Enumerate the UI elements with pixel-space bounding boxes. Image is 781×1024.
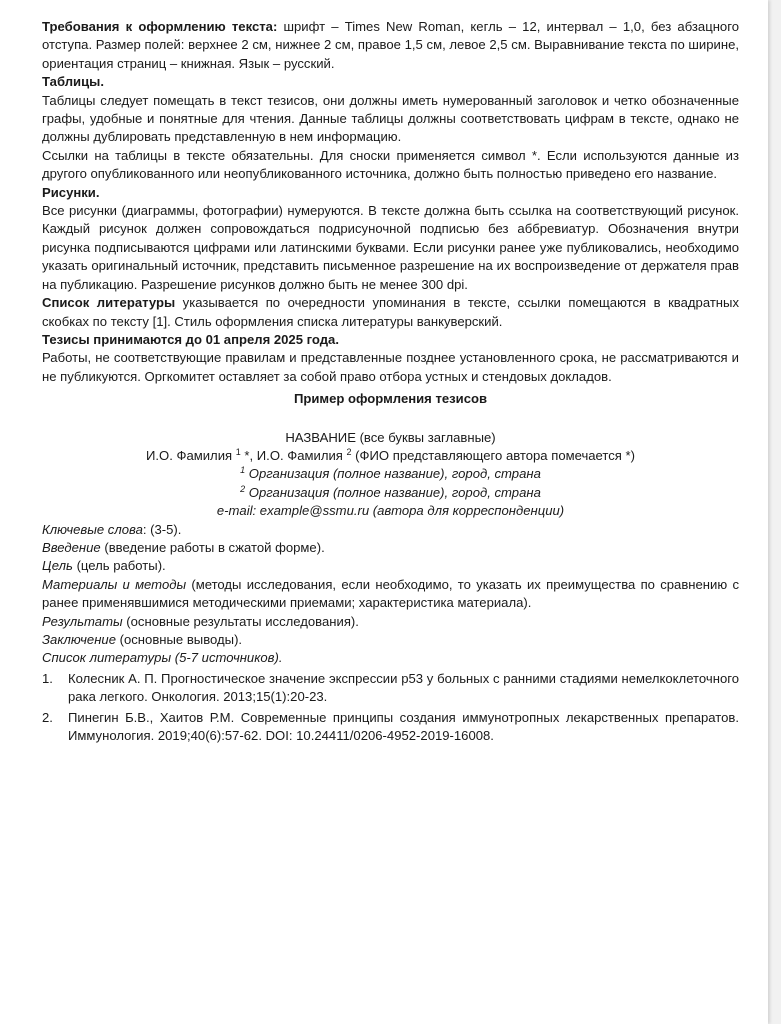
author-separator: *, И.О. Фамилия: [240, 447, 347, 463]
example-title: Пример оформления тезисов: [293, 391, 488, 407]
formatting-requirements-text: шрифт – Times New Roman, кегль – 12, интервал – 1,0, без абзацного отступа. Размер полей: верхнее 2 см, нижнее 2 см, правое 1,5 см, левое 2,5 см. Выравнивание текста по ширине, ориентация страниц – книжная. Язык – русский.: [42, 19, 739, 71]
methods-label: Материалы и методы: [42, 576, 187, 592]
tables-paragraph-2: Ссылки на таблицы в тексте обязательны. Для сноски применяется символ *. Если используются данные из другого опубликованного или неопубликованного источника, должно быть полностью приведено его название.: [42, 147, 739, 182]
figures-heading: Рисунки.: [42, 184, 100, 200]
references-rule: [42, 294, 739, 331]
reference-text: Пинегин Б.В., Хаитов Р.М. Современные принципы создания иммунотропных лекарственных препаратов. Иммунология. 2019;40(6):57-62. DOI: 10.24411/0206-4952-2019-16008.: [68, 709, 739, 744]
reference-item: [42, 670, 739, 707]
formatting-requirements-label: Требования к оформлению текста:: [42, 19, 278, 34]
document-body: [42, 18, 739, 745]
reference-number: 2.: [42, 709, 53, 725]
conclusion-label: Заключение: [42, 632, 116, 647]
reference-item: [42, 709, 739, 746]
intro-text: (введение работы в сжатой форме).: [100, 539, 325, 555]
affiliation-2: [42, 484, 739, 502]
author-1: И.О. Фамилия: [146, 447, 236, 463]
reference-list: [42, 670, 739, 746]
references-rule-label: Список литературы: [42, 295, 176, 311]
reference-list-label: Список литературы (5-7 источников).: [42, 650, 283, 666]
keywords-text: : (3-5).: [142, 521, 182, 537]
example-name-line: НАЗВАНИЕ (все буквы заглавные): [285, 429, 496, 445]
conclusion-line: [42, 631, 739, 649]
methods-text: (методы исследования, если необходимо, то указать их преимущества по сравнению с ранее применявшимися методическими приемами; характеристика материала).: [42, 576, 739, 611]
intro-label: Введение: [42, 539, 101, 555]
example-authors: [42, 447, 739, 465]
references-rule-text: указывается по очередности упоминания в тексте, ссылки помещаются в квадратных скобках по тексту [1]. Стиль оформления списка литературы ванкуверский.: [42, 295, 739, 329]
goal-line: [42, 557, 739, 575]
keywords-label: Ключевые слова: [42, 521, 143, 537]
results-text: (основные результаты исследования).: [122, 613, 359, 629]
tables-paragraph-1: Таблицы следует помещать в текст тезисов, они должны иметь нумерованный заголовок и четко обозначенные графы, удобные и понятные для чтения. Данные таблицы должны соответствовать цифрам в тексте, однако не должны дублировать представленную в нем информацию.: [42, 92, 739, 145]
affiliation-2-sup: 2: [240, 483, 246, 494]
results-label: Результаты: [42, 613, 123, 629]
affiliation-2-text: Организация (полное название), город, страна: [245, 484, 541, 500]
tables-heading: Таблицы.: [42, 74, 104, 90]
keywords-line: [42, 521, 739, 539]
example-email: e-mail: example@ssmu.ru (автора для корреспонденции): [216, 503, 565, 519]
conclusion-text: (основные выводы).: [115, 632, 243, 647]
authors-note: (ФИО представляющего автора помечается *): [351, 447, 635, 463]
author-2-sup: 2: [346, 446, 352, 457]
results-line: [42, 613, 739, 631]
reference-text: Колесник А. П. Прогностическое значение экспрессии p53 у больных с ранними стадиями немелкоклеточного рака легкого. Онкология. 2013;15(1):20-23.: [68, 670, 739, 705]
deadline-paragraph: Работы, не соответствующие правилам и представленные позднее установленного срока, не рассматриваются и не публикуются. Оргкомитет оставляет за собой право отбора устных и стендовых докладов.: [42, 350, 739, 384]
figures-paragraph: Все рисунки (диаграммы, фотографии) нумеруются. В тексте должна быть ссылка на соответствующий рисунок. Каждый рисунок должен сопровождаться подрисуночной подписью без аббревиатур. Обозначения внутри рисунка подписываются цифрами или латинскими буквами. Если рисунки ранее уже публиковались, необходимо указать оригинальный источник, представить письменное разрешение на их воспроизведение от держателя прав на публикацию. Разрешение рисунков должно быть не менее 300 dpi.: [42, 203, 739, 292]
intro-line: [42, 539, 739, 557]
affiliation-1: [42, 465, 739, 483]
goal-text: (цель работы).: [72, 558, 166, 574]
affiliation-1-sup: 1: [240, 465, 246, 476]
affiliation-1-text: Организация (полное название), город, страна: [245, 466, 541, 482]
methods-line: [42, 576, 739, 613]
author-1-sup: 1: [235, 446, 241, 457]
deadline-heading: Тезисы принимаются до 01 апреля 2025 года.: [42, 331, 339, 347]
formatting-requirements: [42, 18, 739, 73]
reference-number: 1.: [42, 670, 53, 686]
goal-label: Цель: [42, 558, 73, 574]
